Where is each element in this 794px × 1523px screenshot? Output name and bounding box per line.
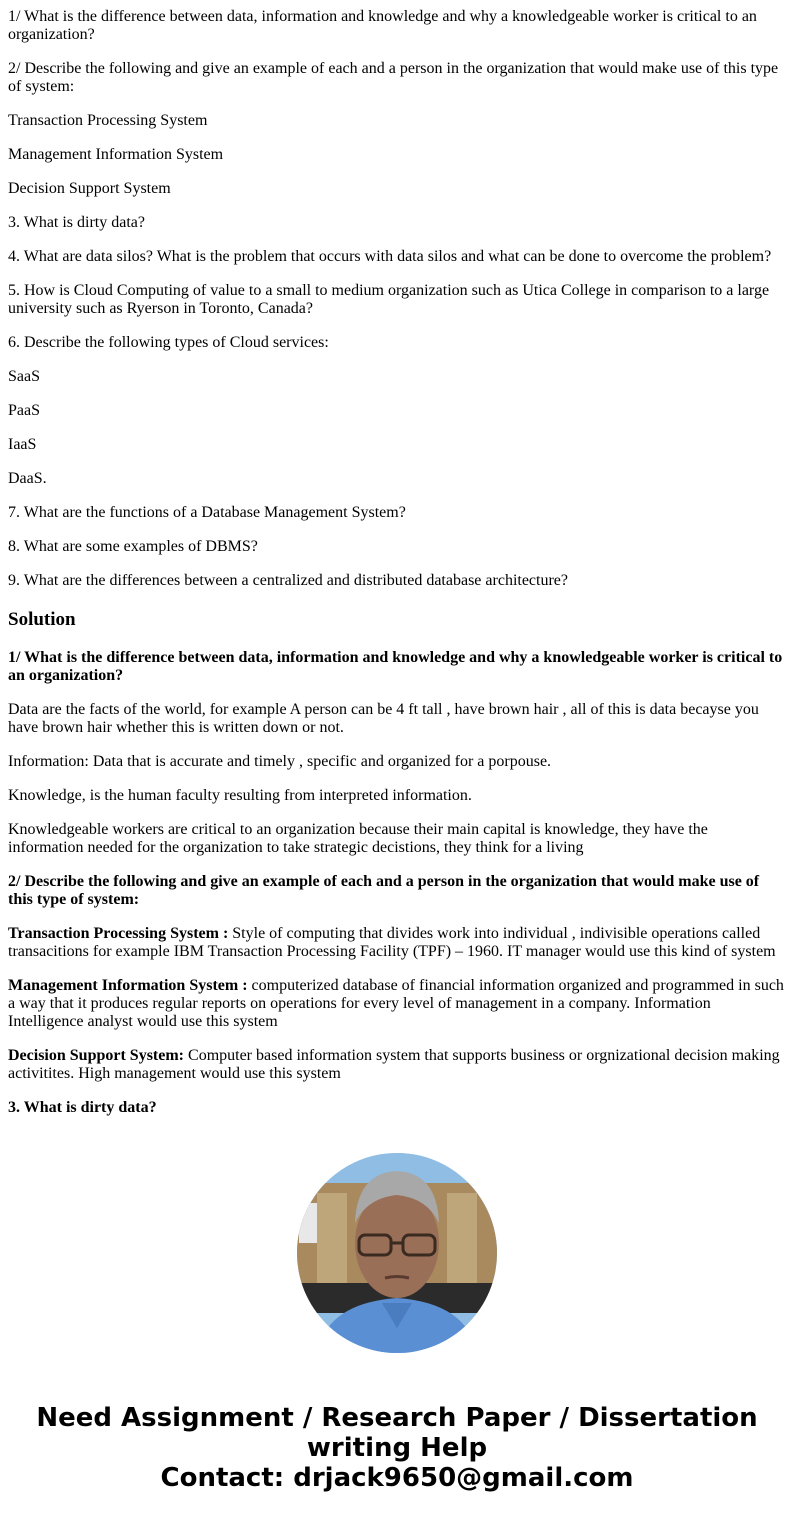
- person-portrait-icon: [297, 1153, 497, 1353]
- question-8: 8. What are some examples of DBMS?: [8, 538, 258, 555]
- question-6-item: SaaS: [8, 368, 40, 385]
- answer-1-paragraph: Knowledgeable workers are critical to an organization because their main capital is knowledge, they have the information needed for the organization to take strategic decistions, they think for a living: [8, 821, 708, 856]
- author-photo: [297, 1153, 497, 1353]
- question-7: 7. What are the functions of a Database Management System?: [8, 504, 406, 521]
- question-4: 4. What are data silos? What is the problem that occurs with data silos and what can be done to overcome the problem?: [8, 248, 772, 265]
- question-6-item: PaaS: [8, 402, 40, 419]
- answer-2-item: [8, 977, 786, 1031]
- term-description: computerized database of financial information organized and programmed in such a way that it produces regular reports on operations for every level of management in a company. Information Intelligence analyst would use this system: [8, 977, 784, 1030]
- banner-line: Need Assignment / Research Paper / Dissertation: [36, 1403, 758, 1433]
- question-1: 1/ What is the difference between data, information and knowledge and why a knowledgeable worker is critical to an organization?: [8, 8, 757, 43]
- question-2: 2/ Describe the following and give an example of each and a person in the organization that would make use of this type of system:: [8, 60, 779, 95]
- answer-1-paragraph: Data are the facts of the world, for example A person can be 4 ft tall , have brown hair , all of this is data becayse you have brown hair whether this is written down or not.: [8, 701, 759, 736]
- answer-1-paragraph: Knowledge, is the human faculty resulting from interpreted information.: [8, 787, 472, 804]
- question-2-item: Transaction Processing System: [8, 112, 208, 129]
- contact-banner: [0, 1403, 794, 1493]
- question-2-item: Decision Support System: [8, 180, 171, 197]
- question-5: 5. How is Cloud Computing of value to a small to medium organization such as Utica College in comparison to a large university such as Ryerson in Toronto, Canada?: [8, 282, 770, 317]
- answer-1-paragraph: Information: Data that is accurate and timely , specific and organized for a porpouse.: [8, 753, 552, 770]
- question-3: 3. What is dirty data?: [8, 214, 145, 231]
- term-description: Computer based information system that supports business or orgnizational decision making activitites. High management would use this system: [8, 1047, 780, 1082]
- question-2-item: Management Information System: [8, 146, 224, 163]
- answer-3-heading: 3. What is dirty data?: [8, 1099, 157, 1116]
- banner-line: writing Help: [306, 1433, 488, 1463]
- solution-heading: Solution: [8, 609, 76, 630]
- answer-2-item: [8, 1047, 786, 1083]
- question-6: 6. Describe the following types of Cloud services:: [8, 334, 329, 351]
- question-6-item: IaaS: [8, 436, 37, 453]
- question-9: 9. What are the differences between a centralized and distributed database architecture?: [8, 572, 569, 589]
- question-6-item: DaaS.: [8, 470, 47, 487]
- term-label: Transaction Processing System :: [8, 925, 229, 942]
- term-label: Management Information System :: [8, 977, 248, 994]
- answer-2-item: [8, 925, 786, 961]
- term-description: Style of computing that divides work into individual , indivisible operations called transacitions for example IBM Transaction Processing Facility (TPF) – 1960. IT manager would use this kind of system: [8, 925, 776, 960]
- term-label: Decision Support System:: [8, 1047, 185, 1064]
- answer-2-heading: 2/ Describe the following and give an example of each and a person in the organization that would make use of this type of system:: [8, 873, 760, 908]
- contact-email: Contact: drjack9650@gmail.com: [160, 1463, 634, 1493]
- answer-1-heading: 1/ What is the difference between data, information and knowledge and why a knowledgeable worker is critical to an organization?: [8, 649, 783, 684]
